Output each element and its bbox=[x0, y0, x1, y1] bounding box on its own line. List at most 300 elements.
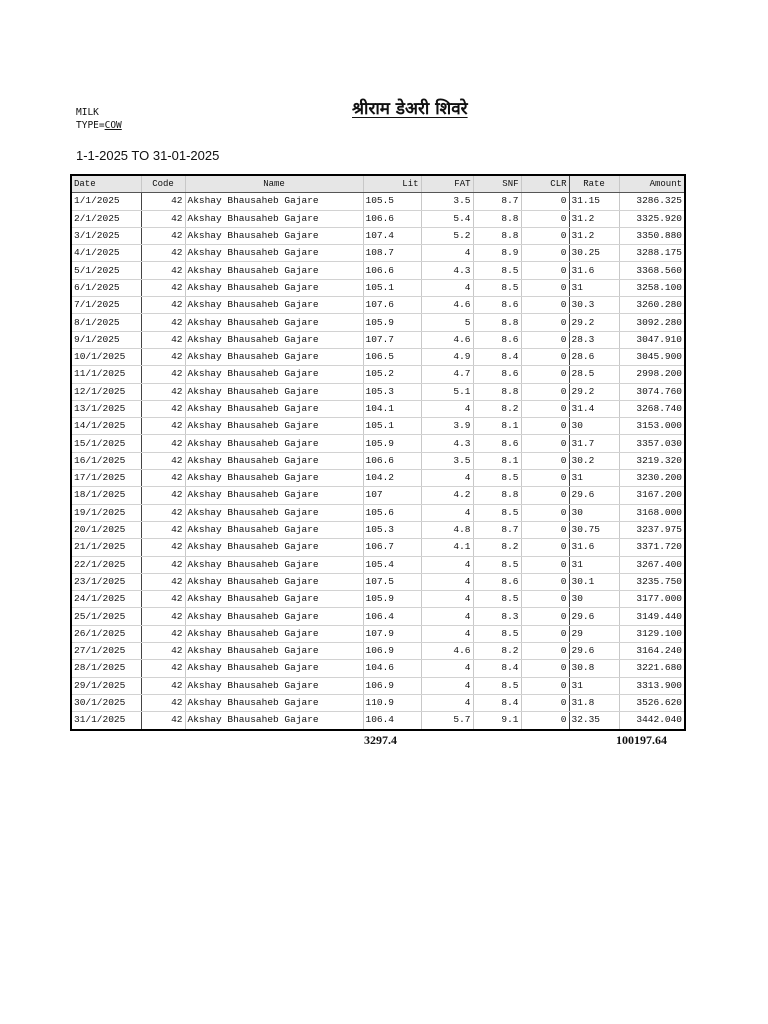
cell-clr: 0 bbox=[521, 383, 569, 400]
cell-fat: 4 bbox=[421, 245, 473, 262]
cell-date: 12/1/2025 bbox=[71, 383, 141, 400]
cell-amount: 3045.900 bbox=[619, 348, 685, 365]
column-header-fat: FAT bbox=[421, 175, 473, 193]
cell-code: 42 bbox=[141, 262, 185, 279]
table-row bbox=[71, 366, 685, 383]
total-amount: 100197.64 bbox=[616, 733, 667, 747]
cell-rate: 31.15 bbox=[569, 193, 619, 210]
cell-date: 17/1/2025 bbox=[71, 470, 141, 487]
cell-clr: 0 bbox=[521, 521, 569, 538]
cell-rate: 30 bbox=[569, 504, 619, 521]
cell-code: 42 bbox=[141, 660, 185, 677]
table-row bbox=[71, 556, 685, 573]
cell-date: 1/1/2025 bbox=[71, 193, 141, 210]
cell-rate: 29.6 bbox=[569, 487, 619, 504]
cell-fat: 4 bbox=[421, 470, 473, 487]
cell-amount: 3230.200 bbox=[619, 470, 685, 487]
date-range: 1-1-2025 TO 31-01-2025 bbox=[76, 148, 220, 163]
cell-code: 42 bbox=[141, 504, 185, 521]
table-row bbox=[71, 193, 685, 210]
cell-fat: 4.9 bbox=[421, 348, 473, 365]
total-lit: 3297.4 bbox=[364, 733, 397, 747]
cell-amount: 3047.910 bbox=[619, 331, 685, 348]
cell-lit: 105.9 bbox=[363, 591, 421, 608]
cell-code: 42 bbox=[141, 487, 185, 504]
cell-name: Akshay Bhausaheb Gajare bbox=[185, 210, 363, 227]
cell-date: 16/1/2025 bbox=[71, 452, 141, 469]
cell-fat: 5.2 bbox=[421, 227, 473, 244]
cell-rate: 29.6 bbox=[569, 608, 619, 625]
table-row bbox=[71, 521, 685, 538]
cell-fat: 3.5 bbox=[421, 193, 473, 210]
cell-rate: 29.2 bbox=[569, 383, 619, 400]
cell-amount: 3325.920 bbox=[619, 210, 685, 227]
table-row bbox=[71, 297, 685, 314]
table-row bbox=[71, 314, 685, 331]
cell-snf: 8.4 bbox=[473, 348, 521, 365]
cell-snf: 8.5 bbox=[473, 262, 521, 279]
cell-code: 42 bbox=[141, 608, 185, 625]
cell-clr: 0 bbox=[521, 539, 569, 556]
cell-clr: 0 bbox=[521, 608, 569, 625]
cell-rate: 30.75 bbox=[569, 521, 619, 538]
table-row bbox=[71, 625, 685, 642]
cell-name: Akshay Bhausaheb Gajare bbox=[185, 348, 363, 365]
cell-name: Akshay Bhausaheb Gajare bbox=[185, 504, 363, 521]
cell-code: 42 bbox=[141, 470, 185, 487]
cell-date: 26/1/2025 bbox=[71, 625, 141, 642]
cell-date: 25/1/2025 bbox=[71, 608, 141, 625]
cell-clr: 0 bbox=[521, 314, 569, 331]
cell-name: Akshay Bhausaheb Gajare bbox=[185, 591, 363, 608]
cell-date: 31/1/2025 bbox=[71, 712, 141, 730]
cell-date: 27/1/2025 bbox=[71, 643, 141, 660]
cell-snf: 8.7 bbox=[473, 521, 521, 538]
cell-snf: 8.5 bbox=[473, 591, 521, 608]
cell-date: 2/1/2025 bbox=[71, 210, 141, 227]
cell-code: 42 bbox=[141, 694, 185, 711]
cell-lit: 107.9 bbox=[363, 625, 421, 642]
cell-rate: 31.6 bbox=[569, 539, 619, 556]
cell-name: Akshay Bhausaheb Gajare bbox=[185, 314, 363, 331]
table-row bbox=[71, 608, 685, 625]
cell-fat: 4 bbox=[421, 504, 473, 521]
table-row bbox=[71, 643, 685, 660]
cell-fat: 4 bbox=[421, 660, 473, 677]
cell-rate: 29.6 bbox=[569, 643, 619, 660]
table-row bbox=[71, 487, 685, 504]
cell-name: Akshay Bhausaheb Gajare bbox=[185, 279, 363, 296]
cell-snf: 8.4 bbox=[473, 694, 521, 711]
cell-lit: 106.6 bbox=[363, 262, 421, 279]
cell-snf: 8.6 bbox=[473, 366, 521, 383]
cell-amount: 3219.320 bbox=[619, 452, 685, 469]
cell-name: Akshay Bhausaheb Gajare bbox=[185, 470, 363, 487]
cell-amount: 3350.880 bbox=[619, 227, 685, 244]
column-header-amount: Amount bbox=[619, 175, 685, 193]
cell-clr: 0 bbox=[521, 418, 569, 435]
cell-lit: 105.1 bbox=[363, 279, 421, 296]
cell-code: 42 bbox=[141, 643, 185, 660]
table-row bbox=[71, 210, 685, 227]
header-row bbox=[71, 175, 685, 193]
cell-clr: 0 bbox=[521, 193, 569, 210]
cell-name: Akshay Bhausaheb Gajare bbox=[185, 245, 363, 262]
cell-amount: 3442.040 bbox=[619, 712, 685, 730]
cell-clr: 0 bbox=[521, 452, 569, 469]
cell-fat: 5 bbox=[421, 314, 473, 331]
cell-lit: 105.9 bbox=[363, 314, 421, 331]
cell-fat: 4 bbox=[421, 573, 473, 590]
cell-fat: 4.6 bbox=[421, 331, 473, 348]
cell-name: Akshay Bhausaheb Gajare bbox=[185, 625, 363, 642]
cell-snf: 8.5 bbox=[473, 556, 521, 573]
cell-code: 42 bbox=[141, 625, 185, 642]
cell-date: 14/1/2025 bbox=[71, 418, 141, 435]
cell-rate: 31 bbox=[569, 470, 619, 487]
cell-snf: 8.8 bbox=[473, 487, 521, 504]
cell-clr: 0 bbox=[521, 279, 569, 296]
cell-clr: 0 bbox=[521, 573, 569, 590]
cell-clr: 0 bbox=[521, 366, 569, 383]
cell-name: Akshay Bhausaheb Gajare bbox=[185, 487, 363, 504]
cell-code: 42 bbox=[141, 210, 185, 227]
cell-lit: 107.7 bbox=[363, 331, 421, 348]
table-row bbox=[71, 539, 685, 556]
cell-amount: 3357.030 bbox=[619, 435, 685, 452]
cell-snf: 8.5 bbox=[473, 470, 521, 487]
cell-fat: 4.2 bbox=[421, 487, 473, 504]
cell-date: 10/1/2025 bbox=[71, 348, 141, 365]
cell-code: 42 bbox=[141, 245, 185, 262]
cell-rate: 31.2 bbox=[569, 210, 619, 227]
cell-lit: 104.6 bbox=[363, 660, 421, 677]
cell-name: Akshay Bhausaheb Gajare bbox=[185, 400, 363, 417]
table-row bbox=[71, 694, 685, 711]
cell-lit: 106.9 bbox=[363, 677, 421, 694]
column-header-date: Date bbox=[71, 175, 141, 193]
cell-lit: 106.6 bbox=[363, 210, 421, 227]
cell-date: 6/1/2025 bbox=[71, 279, 141, 296]
cell-rate: 32.35 bbox=[569, 712, 619, 730]
cell-lit: 105.3 bbox=[363, 383, 421, 400]
cell-rate: 31 bbox=[569, 556, 619, 573]
cell-date: 4/1/2025 bbox=[71, 245, 141, 262]
table-row bbox=[71, 245, 685, 262]
cell-fat: 4.1 bbox=[421, 539, 473, 556]
cell-amount: 3074.760 bbox=[619, 383, 685, 400]
cell-rate: 31.2 bbox=[569, 227, 619, 244]
cell-code: 42 bbox=[141, 331, 185, 348]
cell-lit: 107.4 bbox=[363, 227, 421, 244]
table-row bbox=[71, 400, 685, 417]
cell-amount: 3313.900 bbox=[619, 677, 685, 694]
cell-clr: 0 bbox=[521, 435, 569, 452]
cell-rate: 31.4 bbox=[569, 400, 619, 417]
cell-amount: 3092.280 bbox=[619, 314, 685, 331]
table-body bbox=[71, 193, 685, 730]
cell-amount: 3268.740 bbox=[619, 400, 685, 417]
cell-clr: 0 bbox=[521, 400, 569, 417]
cell-code: 42 bbox=[141, 366, 185, 383]
cell-clr: 0 bbox=[521, 348, 569, 365]
table-row bbox=[71, 504, 685, 521]
cell-lit: 107.6 bbox=[363, 297, 421, 314]
cell-lit: 104.1 bbox=[363, 400, 421, 417]
cell-name: Akshay Bhausaheb Gajare bbox=[185, 573, 363, 590]
cell-code: 42 bbox=[141, 539, 185, 556]
cell-name: Akshay Bhausaheb Gajare bbox=[185, 712, 363, 730]
table-row bbox=[71, 331, 685, 348]
cell-lit: 105.5 bbox=[363, 193, 421, 210]
cell-lit: 106.6 bbox=[363, 452, 421, 469]
cell-date: 19/1/2025 bbox=[71, 504, 141, 521]
cell-code: 42 bbox=[141, 435, 185, 452]
cell-amount: 3258.100 bbox=[619, 279, 685, 296]
cell-clr: 0 bbox=[521, 591, 569, 608]
milk-label: MILK bbox=[76, 107, 99, 118]
cell-lit: 108.7 bbox=[363, 245, 421, 262]
cell-code: 42 bbox=[141, 521, 185, 538]
cell-date: 8/1/2025 bbox=[71, 314, 141, 331]
cell-clr: 0 bbox=[521, 694, 569, 711]
cell-date: 21/1/2025 bbox=[71, 539, 141, 556]
column-header-clr: CLR bbox=[521, 175, 569, 193]
cell-fat: 4 bbox=[421, 556, 473, 573]
cell-clr: 0 bbox=[521, 712, 569, 730]
cell-snf: 8.5 bbox=[473, 504, 521, 521]
cell-snf: 8.2 bbox=[473, 400, 521, 417]
cell-clr: 0 bbox=[521, 227, 569, 244]
column-header-name: Name bbox=[185, 175, 363, 193]
column-header-snf: SNF bbox=[473, 175, 521, 193]
cell-code: 42 bbox=[141, 279, 185, 296]
cell-lit: 105.1 bbox=[363, 418, 421, 435]
cell-amount: 3368.560 bbox=[619, 262, 685, 279]
cell-clr: 0 bbox=[521, 262, 569, 279]
cell-snf: 8.6 bbox=[473, 331, 521, 348]
cell-name: Akshay Bhausaheb Gajare bbox=[185, 331, 363, 348]
cell-fat: 4 bbox=[421, 591, 473, 608]
cell-lit: 106.9 bbox=[363, 643, 421, 660]
cell-name: Akshay Bhausaheb Gajare bbox=[185, 366, 363, 383]
table-row bbox=[71, 279, 685, 296]
cell-code: 42 bbox=[141, 193, 185, 210]
cell-name: Akshay Bhausaheb Gajare bbox=[185, 297, 363, 314]
cell-amount: 3177.000 bbox=[619, 591, 685, 608]
cell-amount: 3260.280 bbox=[619, 297, 685, 314]
cell-amount: 3153.000 bbox=[619, 418, 685, 435]
cell-rate: 30 bbox=[569, 591, 619, 608]
cell-lit: 104.2 bbox=[363, 470, 421, 487]
cell-name: Akshay Bhausaheb Gajare bbox=[185, 262, 363, 279]
cell-date: 23/1/2025 bbox=[71, 573, 141, 590]
cell-name: Akshay Bhausaheb Gajare bbox=[185, 608, 363, 625]
column-header-lit: Lit bbox=[363, 175, 421, 193]
cell-amount: 3371.720 bbox=[619, 539, 685, 556]
cell-date: 30/1/2025 bbox=[71, 694, 141, 711]
cell-amount: 3526.620 bbox=[619, 694, 685, 711]
table-row bbox=[71, 435, 685, 452]
cell-name: Akshay Bhausaheb Gajare bbox=[185, 660, 363, 677]
cell-rate: 28.3 bbox=[569, 331, 619, 348]
cell-rate: 31 bbox=[569, 279, 619, 296]
cell-date: 15/1/2025 bbox=[71, 435, 141, 452]
cell-lit: 105.4 bbox=[363, 556, 421, 573]
cell-clr: 0 bbox=[521, 504, 569, 521]
cell-rate: 30.3 bbox=[569, 297, 619, 314]
table-row bbox=[71, 712, 685, 730]
cell-date: 5/1/2025 bbox=[71, 262, 141, 279]
cell-code: 42 bbox=[141, 452, 185, 469]
cell-date: 22/1/2025 bbox=[71, 556, 141, 573]
table-row bbox=[71, 677, 685, 694]
cell-fat: 4.3 bbox=[421, 262, 473, 279]
cell-date: 13/1/2025 bbox=[71, 400, 141, 417]
cell-name: Akshay Bhausaheb Gajare bbox=[185, 521, 363, 538]
cell-fat: 3.9 bbox=[421, 418, 473, 435]
cell-amount: 3149.440 bbox=[619, 608, 685, 625]
cell-name: Akshay Bhausaheb Gajare bbox=[185, 556, 363, 573]
cell-rate: 31.6 bbox=[569, 262, 619, 279]
cell-fat: 4 bbox=[421, 608, 473, 625]
milk-type-line bbox=[76, 119, 122, 132]
cell-lit: 105.2 bbox=[363, 366, 421, 383]
cell-lit: 106.4 bbox=[363, 712, 421, 730]
cell-snf: 8.3 bbox=[473, 608, 521, 625]
cell-fat: 4.7 bbox=[421, 366, 473, 383]
cell-clr: 0 bbox=[521, 470, 569, 487]
cell-name: Akshay Bhausaheb Gajare bbox=[185, 435, 363, 452]
milk-type-prefix: TYPE= bbox=[76, 120, 105, 131]
cell-rate: 28.5 bbox=[569, 366, 619, 383]
cell-clr: 0 bbox=[521, 677, 569, 694]
cell-name: Akshay Bhausaheb Gajare bbox=[185, 227, 363, 244]
cell-fat: 4 bbox=[421, 279, 473, 296]
table-row bbox=[71, 573, 685, 590]
cell-rate: 29.2 bbox=[569, 314, 619, 331]
cell-code: 42 bbox=[141, 556, 185, 573]
cell-amount: 3235.750 bbox=[619, 573, 685, 590]
cell-code: 42 bbox=[141, 383, 185, 400]
cell-rate: 31.8 bbox=[569, 694, 619, 711]
cell-date: 9/1/2025 bbox=[71, 331, 141, 348]
cell-date: 18/1/2025 bbox=[71, 487, 141, 504]
cell-fat: 4.6 bbox=[421, 643, 473, 660]
cell-clr: 0 bbox=[521, 643, 569, 660]
milk-type-block bbox=[76, 106, 122, 132]
table-row bbox=[71, 227, 685, 244]
cell-amount: 3167.200 bbox=[619, 487, 685, 504]
cell-lit: 106.5 bbox=[363, 348, 421, 365]
dairy-title: श्रीराम डेअरी शिवरे bbox=[352, 99, 468, 119]
cell-snf: 8.5 bbox=[473, 625, 521, 642]
cell-lit: 106.4 bbox=[363, 608, 421, 625]
cell-fat: 3.5 bbox=[421, 452, 473, 469]
cell-clr: 0 bbox=[521, 660, 569, 677]
table-row bbox=[71, 452, 685, 469]
cell-fat: 4.6 bbox=[421, 297, 473, 314]
cell-code: 42 bbox=[141, 573, 185, 590]
cell-date: 11/1/2025 bbox=[71, 366, 141, 383]
cell-date: 20/1/2025 bbox=[71, 521, 141, 538]
cell-snf: 8.4 bbox=[473, 660, 521, 677]
cell-amount: 3267.400 bbox=[619, 556, 685, 573]
cell-name: Akshay Bhausaheb Gajare bbox=[185, 643, 363, 660]
cell-name: Akshay Bhausaheb Gajare bbox=[185, 193, 363, 210]
cell-snf: 8.1 bbox=[473, 418, 521, 435]
cell-code: 42 bbox=[141, 591, 185, 608]
cell-name: Akshay Bhausaheb Gajare bbox=[185, 539, 363, 556]
cell-amount: 3286.325 bbox=[619, 193, 685, 210]
cell-code: 42 bbox=[141, 227, 185, 244]
cell-fat: 4.3 bbox=[421, 435, 473, 452]
cell-lit: 105.9 bbox=[363, 435, 421, 452]
cell-clr: 0 bbox=[521, 297, 569, 314]
cell-snf: 8.6 bbox=[473, 573, 521, 590]
cell-amount: 3221.680 bbox=[619, 660, 685, 677]
table-row bbox=[71, 383, 685, 400]
cell-rate: 30 bbox=[569, 418, 619, 435]
cell-snf: 8.6 bbox=[473, 435, 521, 452]
cell-fat: 4 bbox=[421, 677, 473, 694]
cell-clr: 0 bbox=[521, 625, 569, 642]
cell-snf: 8.8 bbox=[473, 210, 521, 227]
cell-clr: 0 bbox=[521, 245, 569, 262]
cell-code: 42 bbox=[141, 677, 185, 694]
cell-code: 42 bbox=[141, 400, 185, 417]
cell-snf: 8.8 bbox=[473, 314, 521, 331]
cell-amount: 3237.975 bbox=[619, 521, 685, 538]
cell-rate: 31 bbox=[569, 677, 619, 694]
table-row bbox=[71, 470, 685, 487]
cell-lit: 107.5 bbox=[363, 573, 421, 590]
cell-lit: 106.7 bbox=[363, 539, 421, 556]
cell-rate: 30.25 bbox=[569, 245, 619, 262]
cell-rate: 31.7 bbox=[569, 435, 619, 452]
cell-snf: 8.8 bbox=[473, 383, 521, 400]
cell-fat: 5.4 bbox=[421, 210, 473, 227]
cell-snf: 8.7 bbox=[473, 193, 521, 210]
cell-date: 24/1/2025 bbox=[71, 591, 141, 608]
cell-lit: 107 bbox=[363, 487, 421, 504]
cell-rate: 30.1 bbox=[569, 573, 619, 590]
cell-clr: 0 bbox=[521, 487, 569, 504]
cell-name: Akshay Bhausaheb Gajare bbox=[185, 694, 363, 711]
cell-amount: 2998.200 bbox=[619, 366, 685, 383]
cell-code: 42 bbox=[141, 712, 185, 730]
cell-name: Akshay Bhausaheb Gajare bbox=[185, 452, 363, 469]
cell-fat: 4.8 bbox=[421, 521, 473, 538]
table-row bbox=[71, 591, 685, 608]
cell-code: 42 bbox=[141, 297, 185, 314]
cell-name: Akshay Bhausaheb Gajare bbox=[185, 677, 363, 694]
cell-fat: 5.1 bbox=[421, 383, 473, 400]
cell-code: 42 bbox=[141, 348, 185, 365]
cell-lit: 110.9 bbox=[363, 694, 421, 711]
table-row bbox=[71, 660, 685, 677]
cell-code: 42 bbox=[141, 314, 185, 331]
table-row bbox=[71, 418, 685, 435]
cell-name: Akshay Bhausaheb Gajare bbox=[185, 383, 363, 400]
cell-code: 42 bbox=[141, 418, 185, 435]
cell-fat: 5.7 bbox=[421, 712, 473, 730]
cell-snf: 8.5 bbox=[473, 279, 521, 296]
cell-rate: 30.8 bbox=[569, 660, 619, 677]
column-header-rate: Rate bbox=[569, 175, 619, 193]
cell-fat: 4 bbox=[421, 625, 473, 642]
cell-fat: 4 bbox=[421, 400, 473, 417]
